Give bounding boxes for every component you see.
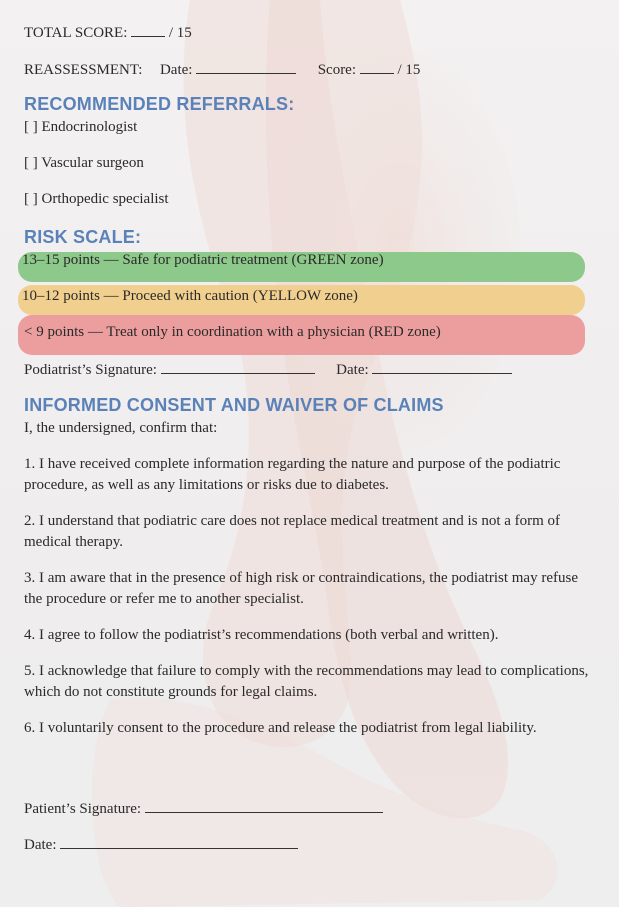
podiatrist-date-field[interactable] — [372, 359, 512, 374]
consent-item-1: 1. I have received complete information regarding the nature and purpose of the podiatric procedure, as well as any limitations or risks due to diabetes. — [24, 456, 561, 493]
patient-signature-field[interactable] — [145, 798, 383, 813]
patient-date-field[interactable] — [60, 834, 298, 849]
reassessment-score-label: Score: — [317, 62, 357, 78]
reassessment-date-label: Date: — [159, 62, 193, 78]
reassessment-score-suffix: / 15 — [397, 62, 421, 78]
podiatrist-signature-line — [24, 359, 512, 380]
patient-signature-label: Patient’s Signature: — [24, 801, 142, 817]
consent-heading: INFORMED CONSENT AND WAIVER OF CLAIMS — [24, 395, 444, 415]
risk-zone-yellow-text: 10–12 points — Proceed with caution (YELLOW zone) — [22, 288, 358, 304]
reassessment-line — [24, 59, 420, 80]
patient-date-label: Date: — [24, 837, 57, 853]
reassessment-label: REASSESSMENT: — [24, 62, 143, 78]
consent-item-6: 6. I voluntarily consent to the procedure and release the podiatrist from legal liability. — [24, 720, 537, 736]
referral-orthopedic-specialist[interactable]: [ ] Orthopedic specialist — [24, 191, 169, 207]
referrals-heading: RECOMMENDED REFERRALS: — [24, 94, 295, 114]
total-score-label: TOTAL SCORE: — [24, 25, 128, 41]
reassessment-score-field[interactable] — [360, 59, 394, 74]
patient-date-line — [24, 834, 298, 855]
total-score-suffix: / 15 — [168, 25, 192, 41]
risk-zone-red-text: < 9 points — Treat only in coordination with a physician (RED zone) — [24, 324, 441, 340]
podiatrist-signature-label: Podiatrist’s Signature: — [24, 362, 157, 378]
consent-item-2: 2. I understand that podiatric care does not replace medical treatment and is not a form of medical therapy. — [24, 513, 561, 550]
consent-intro: I, the undersigned, confirm that: — [24, 420, 218, 436]
referral-vascular-surgeon[interactable]: [ ] Vascular surgeon — [24, 155, 144, 171]
risk-scale-heading: RISK SCALE: — [24, 227, 142, 247]
total-score-line — [24, 22, 192, 43]
reassessment-date-field[interactable] — [196, 59, 296, 74]
patient-signature-line — [24, 798, 383, 819]
referral-endocrinologist[interactable]: [ ] Endocrinologist — [24, 119, 138, 135]
consent-item-3: 3. I am aware that in the presence of high risk or contraindications, the podiatrist may refuse the procedure or refer me to another specialist. — [24, 570, 578, 607]
risk-zone-green-text: 13–15 points — Safe for podiatric treatment (GREEN zone) — [22, 252, 384, 268]
podiatrist-signature-field[interactable] — [161, 359, 315, 374]
consent-item-5: 5. I acknowledge that failure to comply with the recommendations may lead to complications, which do not constitute grounds for legal claims. — [24, 663, 589, 700]
consent-item-4: 4. I agree to follow the podiatrist’s recommendations (both verbal and written). — [24, 627, 499, 643]
total-score-field[interactable] — [131, 22, 165, 37]
podiatrist-date-label: Date: — [336, 362, 369, 378]
